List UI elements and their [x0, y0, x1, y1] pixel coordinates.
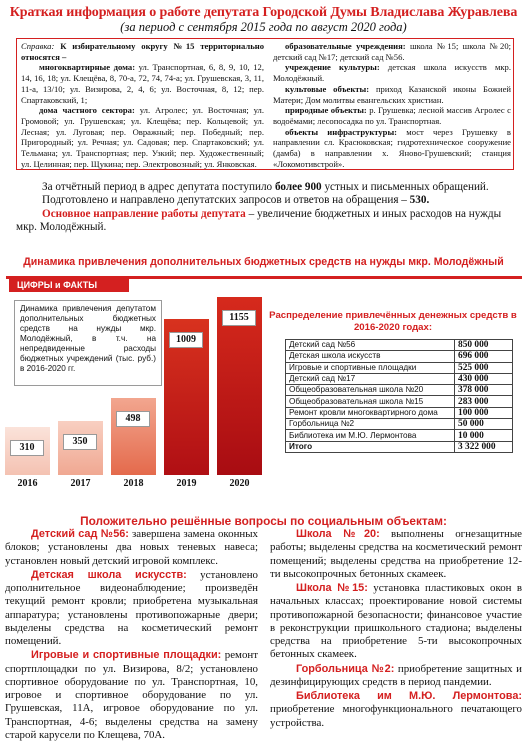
solved-left-column — [5, 528, 258, 743]
nature-text: р. Грушевка; лесной массив Агролес с водоёмами; лесопосадка по ул. Транспортная. — [273, 105, 511, 126]
distribution-title: Распределение привлечённых денежных средств в 2016-2020 годах: — [269, 310, 517, 333]
facts-tab-label: ЦИФРЫ и ФАКТЫ — [9, 279, 129, 292]
bar-value-label: 310 — [10, 440, 44, 456]
solved-item-heading: Школа №20: — [296, 528, 380, 540]
solved-item — [5, 649, 258, 742]
page-subtitle: (за период с сентября 2015 года по август 2020 года) — [120, 20, 407, 34]
solved-item — [270, 528, 522, 581]
solved-item — [270, 582, 522, 662]
solved-item — [5, 528, 258, 568]
distribution-item: Игровые и спортивные площадки — [286, 362, 455, 373]
requests-paragraph — [16, 194, 516, 207]
distribution-item: Ремонт кровли многоквартирного дома — [286, 407, 455, 418]
distribution-amount: 10 000 — [455, 430, 513, 441]
solved-item-text: ремонт спортплощадки по ул. Визирова, 8/2; установлено спортивное оборудование по ул. Транспортная, 10, игровое и спортивное оборудование по ул. Грушевская, 11А, игровое оборудование по ул. Транспортная, 4-6; выделены средства на замену старой карусели по Клещева, 70А. — [5, 649, 258, 741]
distribution-amount: 100 000 — [455, 407, 513, 418]
direction-text: – увеличение бюджетных и иных расходов на нужды мкр. Молодёжный. — [16, 207, 502, 234]
bar-2018 — [111, 398, 156, 475]
solved-item-heading: Библиотека им М.Ю. Лермонтова: — [296, 690, 522, 702]
infra-text: мост через Грушевку в направлении сл. Красюковская; гидротехническое сооружение (дамба) в направлении х. Яново-Грушевский; станция «Локомотивстрой». — [273, 126, 511, 169]
solved-item-heading: Горбольница №2: — [296, 662, 395, 675]
cult-text: приход Казанской иконы Божией Матери; Дом молитвы евангельских христиан. — [273, 83, 511, 105]
infra-label: объекты инфраструктуры: — [285, 126, 398, 137]
appeals-text: За отчётный период в адрес депутата поступило — [42, 181, 273, 193]
reference-intro: К избирательному округу №15 территориально относятся – — [21, 41, 264, 62]
solved-item-text: выполнены огнезащитные работы; выделены средства на косметический ремонт помещений; выделены средства на приобретение 12-ти высокопрочных бетонных скамеек. — [270, 528, 522, 580]
edu-label: образовательные учреждения: — [285, 41, 406, 51]
culture-label: учреждение культуры: — [285, 62, 380, 73]
solved-item-text: установка пластиковых окон в начальных классах; проектирование новой системы противопожарной безопасности; финансовое участие в реконструкции пришкольного стадиона; выделены средства на приобретение 5-ти высокопрочных бетонных скамеек. — [270, 582, 523, 661]
requests-text: Подготовлено и направлено депутатских запросов и ответов на обращения – — [42, 194, 407, 207]
chart-description: Динамика привлечения депутатом дополнительных бюджетных средств на нужды мкр. Молодёжный, в т.ч. на непредвиденные расходы бюджетных учреждений (тыс. руб.) в 2016-2020 гг. — [14, 300, 162, 386]
distribution-amount: 850 000 — [455, 340, 513, 351]
bar-value-label: 498 — [116, 411, 150, 427]
solved-right-column — [270, 528, 522, 731]
cult-label: культовые объекты: — [285, 83, 370, 94]
distribution-row — [286, 396, 513, 407]
apartments-text: ул. Транспортная, 6, 8, 9, 10, 12, 14, 16, 18; ул. Клещёва, 8, 70-а, 72, 74, 74-а; ул. Грушевская, 3, 11, 11-а, 13/10; ул. Визирова, 2, 4, 6; ул. Восточная, 8, 12; пер. Спартаковский, 1; — [21, 62, 264, 105]
reference-intro-label: Справка: — [21, 41, 55, 51]
distribution-item: Горбольница №2 — [286, 419, 455, 430]
solved-item-text: приобретение многофункционального печатающего устройства. — [270, 703, 522, 729]
edu-text: школа №15; школа №20; детский сад №17; детский сад №56. — [273, 41, 512, 62]
bar-value-label: 1155 — [222, 310, 256, 326]
solved-item-heading: Школа №15: — [296, 582, 368, 594]
private-houses-label: дома частного сектора: — [39, 105, 135, 116]
distribution-row — [286, 419, 513, 430]
solved-item — [5, 569, 258, 649]
distribution-item: Детская школа искусств — [286, 351, 455, 362]
culture-text: детская школа искусств мкр. Молодёжный. — [273, 62, 511, 84]
distribution-amount: 696 000 — [455, 351, 513, 362]
distribution-item: Общеобразовательная школа №15 — [286, 396, 455, 407]
distribution-row — [286, 407, 513, 418]
solved-item-heading: Игровые и спортивные площадки: — [31, 649, 222, 662]
distribution-amount: 283 000 — [455, 396, 513, 407]
distribution-row — [286, 430, 513, 441]
distribution-row — [286, 351, 513, 362]
lead-paragraphs — [16, 181, 516, 235]
reference-left-column — [21, 41, 264, 169]
x-tick-label: 2019 — [176, 478, 197, 489]
distribution-amount: 50 000 — [455, 419, 513, 430]
distribution-row — [286, 441, 513, 452]
solved-item-heading: Детская школа искусств: — [31, 568, 187, 581]
solved-item-text: установлено дополнительное видеонаблюдение; произведён текущий ремонт кровли; приобретена музыкальная аппаратура; установлены противопожарные двери; выделены средства на косметический ремонт помещений. — [5, 568, 259, 647]
apartments-label: многоквартирные дома: — [39, 62, 136, 73]
x-tick-label: 2016 — [17, 478, 38, 489]
bar-value-label: 1009 — [169, 332, 203, 348]
distribution-item: Общеобразовательная школа №20 — [286, 385, 455, 396]
reference-right-column — [273, 41, 511, 169]
distribution-row — [286, 362, 513, 373]
distribution-table — [285, 339, 513, 453]
appeals-paragraph — [16, 181, 516, 194]
solved-item-text: приобретение защитных и дезинфицирующих средств в период пандемии. — [270, 662, 522, 688]
requests-count: 530. — [409, 194, 430, 207]
solved-item-text: завершена замена оконных блоков; установлены два новых теневых навеса; установлен новый детский игровой комплекс. — [5, 528, 258, 567]
distribution-item: Итого — [286, 441, 455, 452]
distribution-item: Детский сад №17 — [286, 373, 455, 384]
bar-value-label: 350 — [63, 434, 97, 450]
distribution-amount: 430 000 — [455, 373, 513, 384]
distribution-item: Библиотека им М.Ю. Лермонтова — [286, 430, 455, 441]
direction-paragraph — [16, 208, 516, 235]
distribution-row — [286, 340, 513, 351]
appeals-text-end: устных и письменных обращений. — [324, 181, 489, 193]
appeals-count: более 900 — [274, 181, 322, 193]
solved-item — [270, 663, 522, 690]
solved-item — [270, 690, 522, 730]
reference-box — [16, 38, 514, 170]
nature-label: природные объекты: — [285, 105, 367, 116]
solved-item-heading: Детский сад №56: — [31, 528, 129, 540]
distribution-row — [286, 373, 513, 384]
distribution-amount: 525 000 — [455, 362, 513, 373]
distribution-row — [286, 385, 513, 396]
distribution-amount: 378 000 — [455, 385, 513, 396]
private-houses-text: ул. Агролес; ул. Восточная; ул. Громовой; ул. Грушевская; ул. Клещёва; пер. Кольцевой; ул. Лесная; ул. Луговая; пер. Овражный; пер. Победный; пер. Пригородный; ул. Речная; ул. Садовая; пер. Спартаковский; ул. Тельмана; ул. Транспортная; пер. Узкий; пер. Художественный; ул. Целинная; пер. Щукина; пер. Электровозный; ул. Янковская. — [21, 105, 264, 169]
direction-label: Основное направление работы депутата — [42, 207, 246, 220]
dynamics-title: Динамика привлечения дополнительных бюджетных средств на нужды мкр. Молодёжный — [23, 256, 504, 268]
page-title: Краткая информация о работе депутата Городской Думы Владислава Журавлева — [9, 5, 518, 20]
distribution-item: Детский сад №56 — [286, 340, 455, 351]
x-tick-label: 2018 — [123, 478, 144, 489]
distribution-amount: 3 322 000 — [455, 441, 513, 452]
x-tick-label: 2020 — [229, 478, 250, 489]
x-tick-label: 2017 — [70, 478, 91, 489]
solved-title: Положительно решённые вопросы по социальным объектам: — [80, 514, 447, 528]
